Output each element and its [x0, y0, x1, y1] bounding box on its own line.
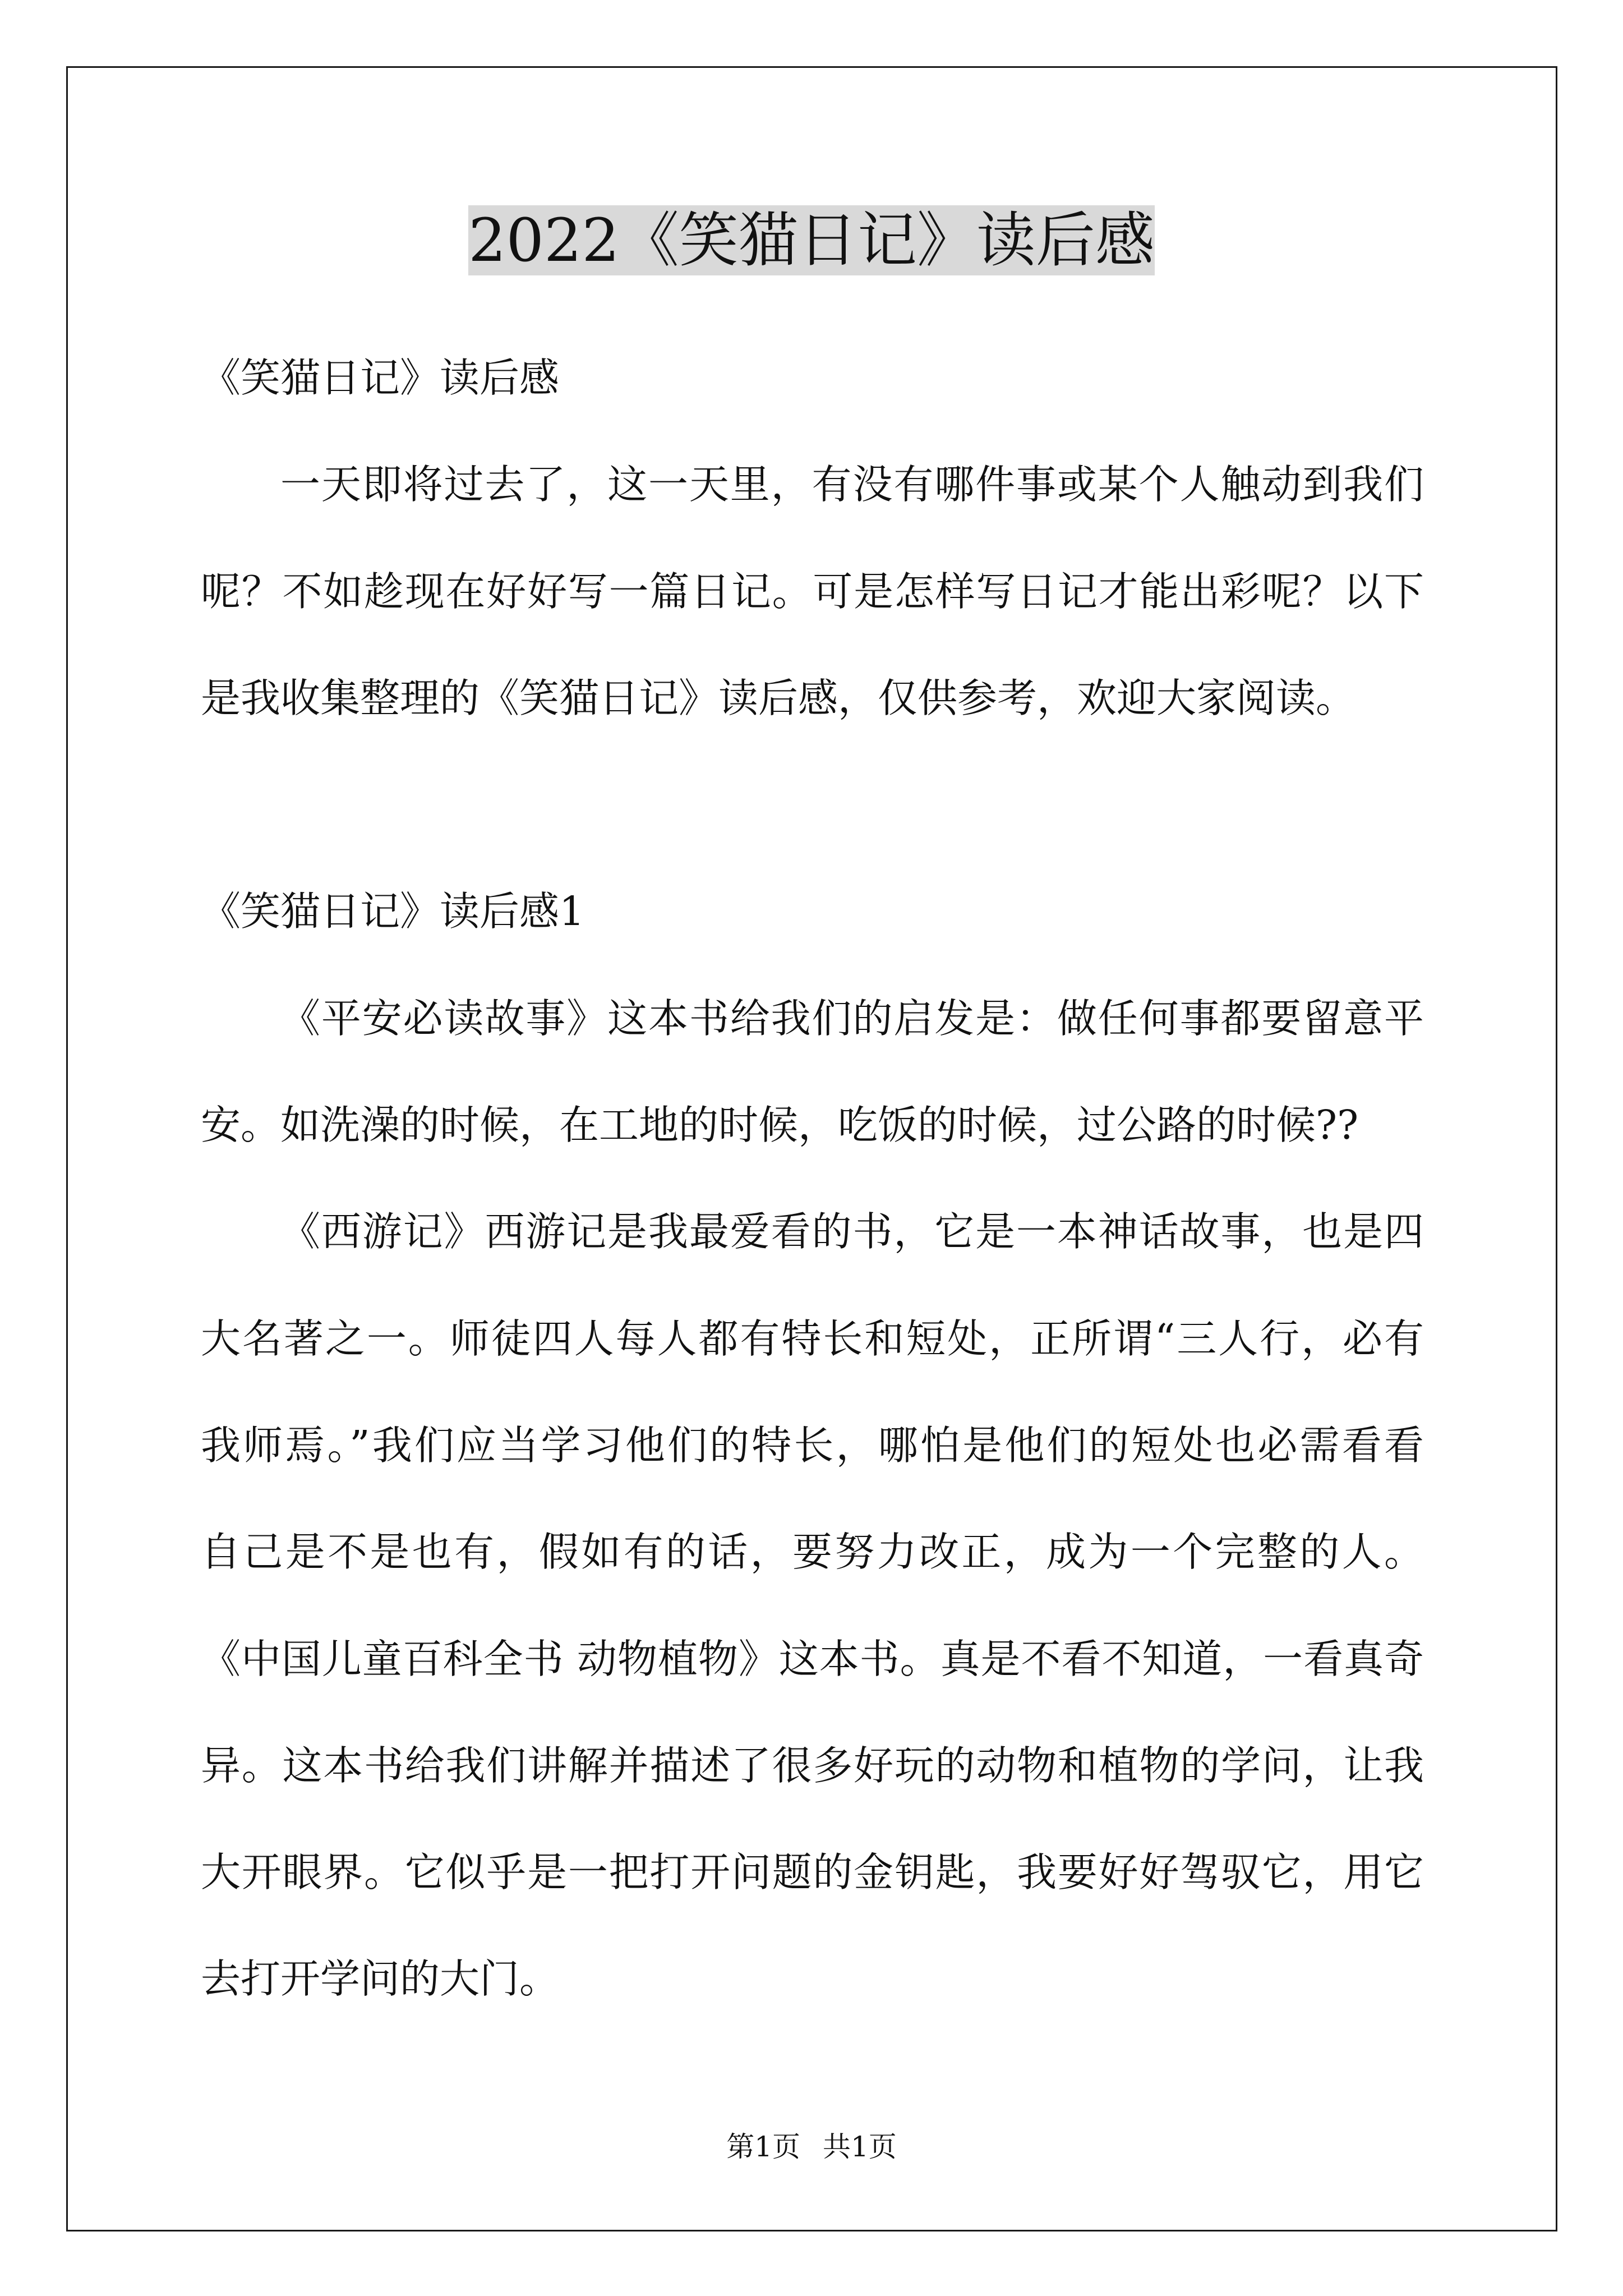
page-number: 第1页	[726, 2131, 800, 2163]
section-heading: 《笑猫日记》读后感1	[201, 888, 585, 935]
page-total: 共1页	[823, 2131, 897, 2163]
text-line: 安。如洗澡的时候，在工地的时候，吃饭的时候，过公路的时候??	[201, 1102, 1359, 1149]
text-line: 去打开学问的大门。	[201, 1955, 560, 2003]
text-line: 《西游记》西游记是我最爱看的书，它是一本神话故事，也是四	[280, 1208, 1424, 1255]
paragraph	[201, 965, 1424, 1179]
blank-line	[201, 752, 1424, 858]
paragraph	[201, 1179, 1424, 2032]
text-line: 异。这本书给我们讲解并描述了很多好玩的动物和植物的学问，让我	[201, 1742, 1424, 1789]
text-line: 大名著之一。师徒四人每人都有特长和短处，正所谓“三人行，必有	[201, 1315, 1424, 1362]
title-bar	[0, 205, 1623, 275]
text-line: 一天即将过去了，这一天里，有没有哪件事或某个人触动到我们	[280, 461, 1424, 508]
text-line: 是我收集整理的《笑猫日记》读后感，仅供参考，欢迎大家阅读。	[201, 674, 1356, 721]
intro-paragraph	[201, 431, 1424, 752]
document-title: 2022《笑猫日记》读后感	[468, 206, 1155, 275]
subtitle: 《笑猫日记》读后感	[201, 355, 560, 401]
text-line: 《平安必读故事》这本书给我们的启发是：做任何事都要留意平	[280, 995, 1424, 1042]
text-line: 《中国儿童百科全书 动物植物》这本书。真是不看不知道，一看真奇	[201, 1635, 1424, 1682]
text-line: 我师焉。”我们应当学习他们的特长，哪怕是他们的短处也必需看看	[201, 1421, 1424, 1469]
text-line: 大开眼界。它似乎是一把打开问题的金钥匙，我要好好驾驭它，用它	[201, 1849, 1424, 1896]
text-line: 呢？不如趁现在好好写一篇日记。可是怎样写日记才能出彩呢？以下	[201, 568, 1424, 615]
document-body	[201, 325, 1424, 2033]
page-footer	[0, 2130, 1623, 2164]
text-line: 自己是不是也有，假如有的话，要努力改正，成为一个完整的人。	[201, 1529, 1424, 1576]
